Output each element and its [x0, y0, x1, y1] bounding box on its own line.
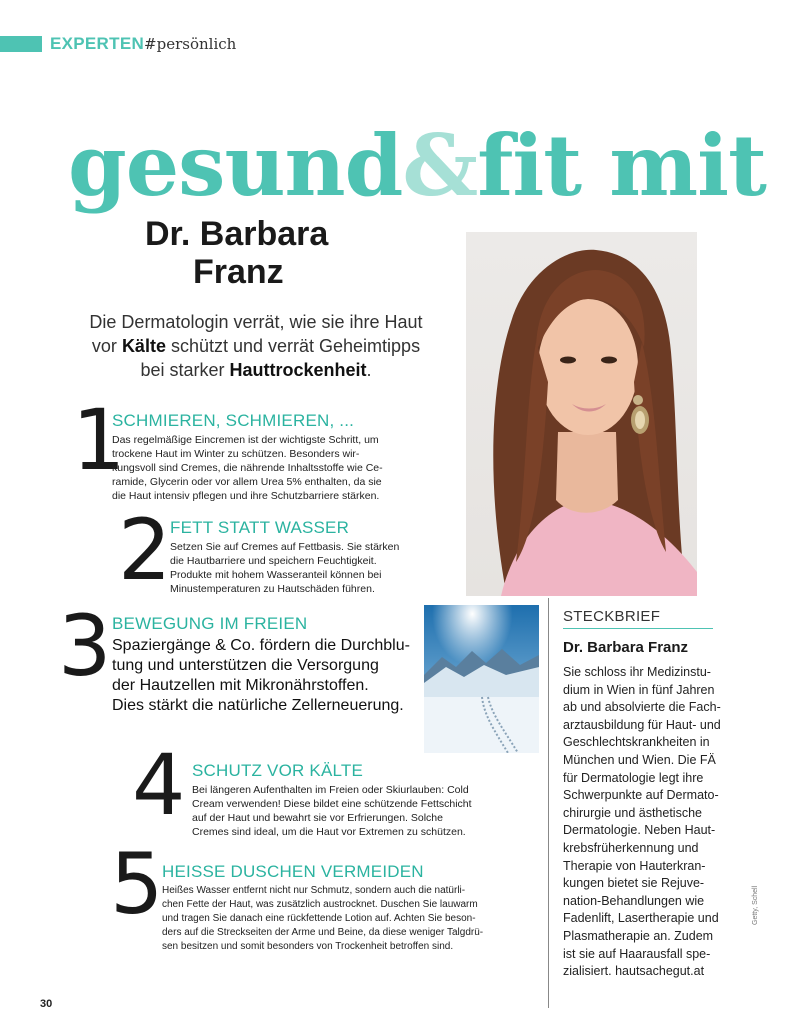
section-2-body: Setzen Sie auf Cremes auf Fettbasis. Sie stärken die Hautbarriere und speichern Feuchtigkeit. Produkte mit hohem Wasseranteil können bei Minustemperaturen zu Hautschäden führen.: [170, 541, 400, 595]
category-name: EXPERTEN: [50, 34, 145, 53]
steckbrief-body: Sie schloss ihr Medizinstu- dium in Wien in fünf Jahren ab und absolvierte die Fach- arztausbildung für Haut- und Geschlechtskrankheiten in München und Wien. Die FÄ für Dermatologie legt ihre Schwerpunkte auf Dermato- chirurgie und ästhetische Dermatologie. Neben Haut- krebsfrüherkennung und Therapie von Hauterkran- kungen bietet sie Rejuve- nation-Behandlungen wie Fadenlift, Lasertherapie und Plasmatherapie an. Zudem ist sie auf Haarausfall spe- zialisiert. hautsachegut.at: [563, 665, 721, 979]
section-3-body: Spaziergänge & Co. fördern die Durchblu- tung und unterstützen die Versorgung der Hautzellen mit Mikronährstoffen. Dies stärkt die natürliche Zellerneuerung.: [112, 637, 410, 714]
intro-text: [56, 310, 456, 382]
column-divider: [548, 598, 549, 1008]
headline-part2: fit mit: [477, 116, 766, 215]
expert-name-line1: Dr. Barbara: [145, 215, 329, 253]
section-3-number: 3: [58, 597, 112, 695]
category-label: [50, 33, 236, 55]
portrait-illustration: [466, 232, 697, 596]
section-1-title: SCHMIEREN, SCHMIEREN, ...: [112, 411, 355, 430]
page-number: 30: [40, 998, 53, 1010]
intro-line2: vor Kälte schützt und verrät Geheimtipps: [91, 336, 421, 356]
section-5-body: Heißes Wasser entfernt nicht nur Schmutz, sondern auch die natürli- chen Fette der Haut, was zusätzlich austrocknet. Duschen Sie lauwarm und tragen Sie danach eine rückfettende Lotion auf. Achten Sie beson- ders auf die Streckseiten der Arme und Beine, da diese weniger Talgdrü- sen besitzen und somit besonders von Trockenheit betroffen sind.: [162, 885, 484, 952]
steckbrief-name: Dr. Barbara Franz: [563, 639, 689, 656]
section-4-title: SCHUTZ VOR KÄLTE: [192, 761, 364, 780]
headline-ampersand: &: [402, 116, 478, 215]
headline-part1: gesund: [68, 116, 403, 215]
section-1-number: 1: [72, 391, 126, 489]
intro-line3: bei starker Hauttrockenheit.: [140, 360, 372, 380]
steckbrief-title: STECKBRIEF: [563, 608, 661, 625]
intro-line1: Die Dermatologin verrät, wie sie ihre Haut: [89, 312, 423, 332]
section-3-title: BEWEGUNG IM FREIEN: [112, 614, 308, 633]
intro-highlight-kaelte: Kälte: [121, 336, 166, 356]
section-2-number: 2: [118, 501, 172, 599]
winter-landscape-illustration: [424, 605, 539, 753]
headline: [68, 116, 766, 216]
section-2-title: FETT STATT WASSER: [170, 518, 350, 537]
section-4-body: Bei längeren Aufenthalten im Freien oder Skiurlauben: Cold Cream verwenden! Diese bildet eine schützende Fettschicht auf der Haut und bewahrt sie vor Erfrierungen. Solche Cremes sind ideal, um die Haut vor Extremen zu schützen.: [192, 784, 472, 838]
photo-credit: Getty, Schell: [752, 885, 759, 925]
section-4-number: 4: [132, 736, 186, 834]
section-5-number: 5: [110, 835, 164, 933]
category-color-bar: [0, 36, 42, 52]
section-1-body: Das regelmäßige Eincremen ist der wichtigste Schritt, um trockene Haut im Winter zu schützen. Besonders wir- kungsvoll sind Cremes, die nährende Inhaltsstoffe wie Ce- ramide, Glycerin oder vor allem Urea 5% enthalten, da sie die Haut intensiv pflegen und ihre Schutzbarriere stärken.: [112, 434, 383, 502]
category-hashtag: #persönlich: [144, 35, 237, 53]
steckbrief-rule: [563, 628, 713, 629]
section-5-title: HEISSE DUSCHEN VERMEIDEN: [162, 862, 424, 881]
winter-landscape-photo: [424, 605, 539, 753]
portrait-photo: [466, 232, 697, 596]
expert-name-line2: Franz: [193, 253, 284, 291]
intro-highlight-hauttrockenheit: Hauttrockenheit: [229, 360, 367, 380]
